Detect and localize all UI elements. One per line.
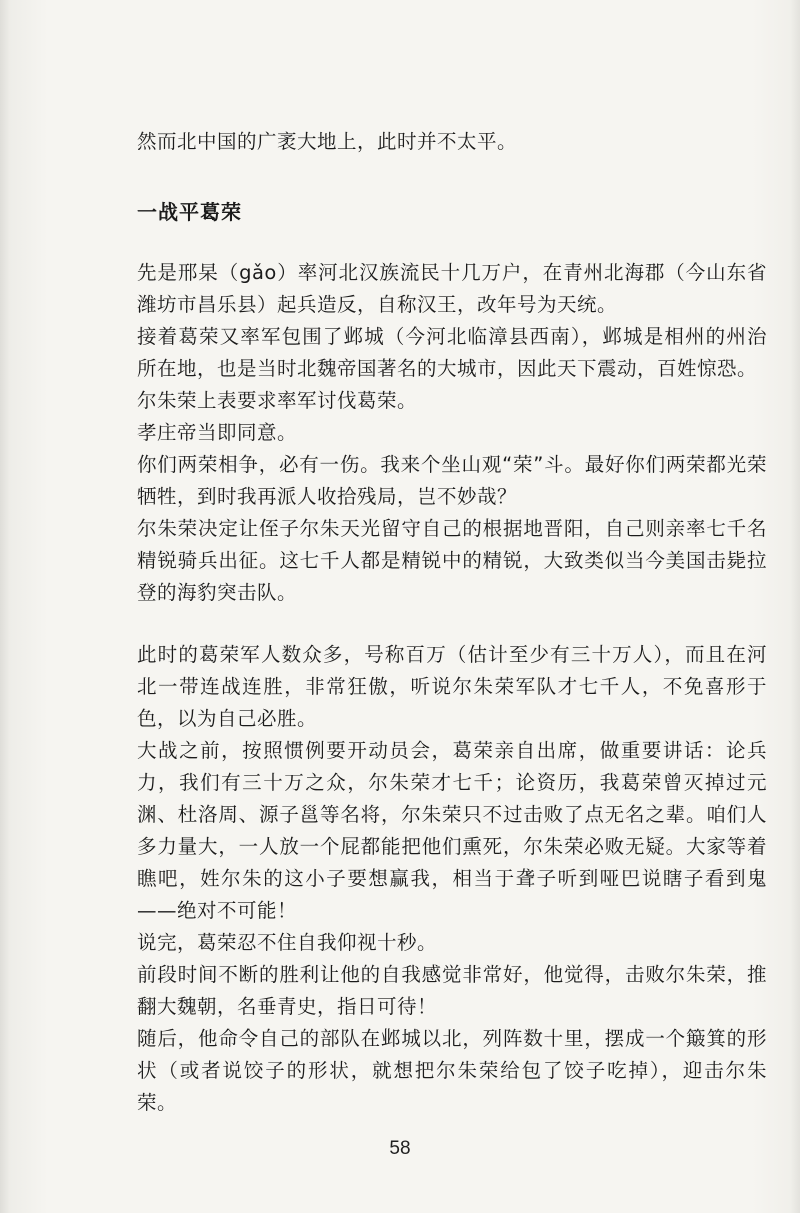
paragraph-two-rong: 你们两荣相争，必有一伤。我来个坐山观“荣”斗。最好你们两荣都光荣牺牲，到时我再派人收拾残局，岂不妙哉？ xyxy=(137,453,767,508)
paragraph-seven-thousand: 尔朱荣决定让侄子尔朱天光留守自己的根据地晋阳，自己则亲率七千名精锐骑兵出征。这七千人都是精锐中的精锐，大致类似当今美国击毙拉登的海豹突击队。 xyxy=(137,517,767,604)
page-right-shadow xyxy=(790,0,800,1213)
paragraph-erzhu-request: 尔朱荣上表要求率军讨伐葛荣。 xyxy=(137,389,418,412)
section-heading: 一战平葛荣 xyxy=(137,200,242,224)
paragraph-xing-gao: 先是邢杲（gǎo）率河北汉族流民十几万户，在青州北海郡（今山东省潍坊市昌乐县）起兵造反，自称汉王，改年号为天统。 xyxy=(137,261,767,316)
paragraph-speech: 大战之前，按照惯例要开动员会，葛荣亲自出席，做重要讲话：论兵力，我们有三十万之众，尔朱荣才七千；论资历，我葛荣曾灭掉过元渊、杜洛周、源子邕等名将，尔朱荣只不过击败了点无名之辈。咱们人多力量大，一人放一个屁都能把他们熏死，尔朱荣必败无疑。大家等着瞧吧，姓尔朱的这小子要想赢我，相当于聋子听到哑巴说瞎子看到鬼——绝对不可能！ xyxy=(137,739,767,922)
paragraph-ge-rong-siege: 接着葛荣又率军包围了邺城（今河北临漳县西南），邺城是相州的州治所在地，也是当时北魏帝国著名的大城市，因此天下震动，百姓惊恐。 xyxy=(137,325,767,380)
page-body xyxy=(137,126,767,1119)
paragraph-ten-seconds: 说完，葛荣忍不住自我仰视十秒。 xyxy=(137,931,438,954)
paragraph-emperor-agree: 孝庄帝当即同意。 xyxy=(137,421,298,444)
page-left-shadow xyxy=(0,0,10,1213)
paragraph-ge-rong-army: 此时的葛荣军人数众多，号称百万（估计至少有三十万人），而且在河北一带连战连胜，非常狂傲，听说尔朱荣军队才七千人，不免喜形于色，以为自己必胜。 xyxy=(137,643,767,730)
paragraph-intro: 然而北中国的广袤大地上，此时并不太平。 xyxy=(137,130,518,153)
paragraph-self-confidence: 前段时间不断的胜利让他的自我感觉非常好，他觉得，击败尔朱荣，推翻大魏朝，名垂青史，指日可待！ xyxy=(137,963,767,1018)
page-number: 58 xyxy=(389,1138,411,1159)
paragraph-formation: 随后，他命令自己的部队在邺城以北，列阵数十里，摆成一个簸箕的形状（或者说饺子的形状，就想把尔朱荣给包了饺子吃掉），迎击尔朱荣。 xyxy=(137,1027,767,1114)
